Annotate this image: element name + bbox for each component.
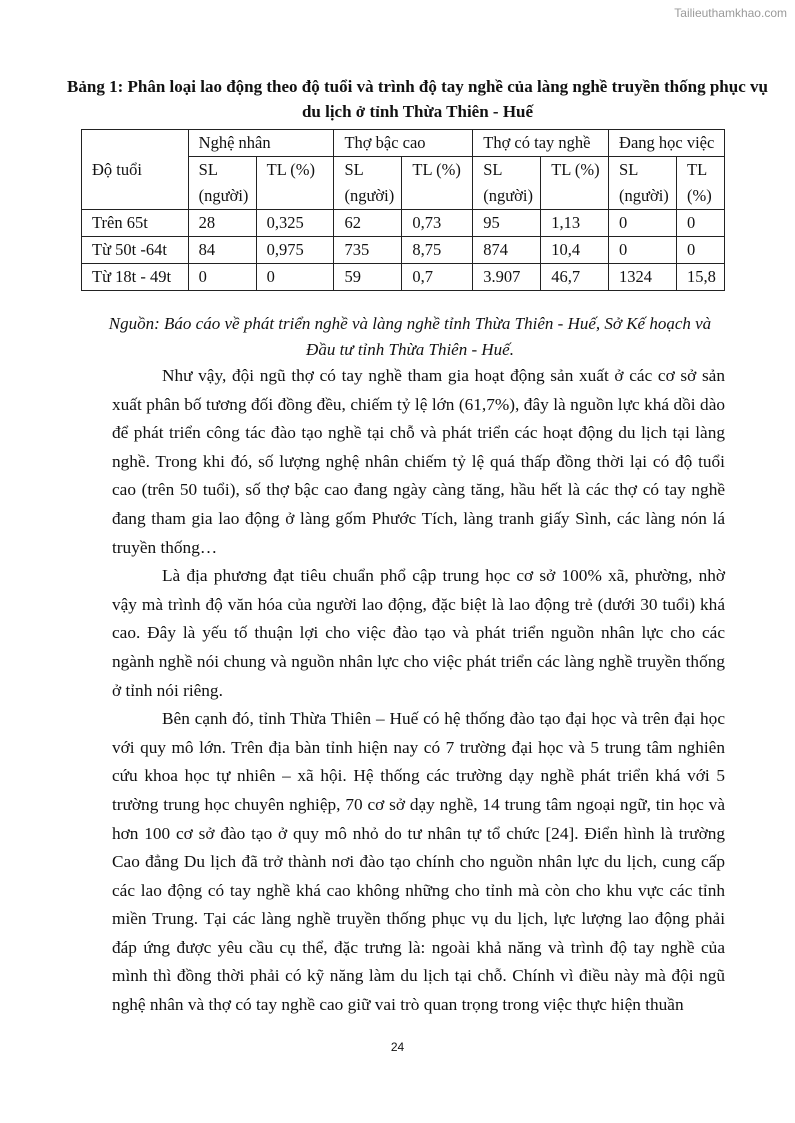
table-cell: 0,975 (256, 237, 334, 264)
table-cell: 0 (676, 237, 724, 264)
table-cell: 46,7 (541, 264, 609, 291)
table-cell: 10,4 (541, 237, 609, 264)
group-header: Nghệ nhân (188, 130, 334, 157)
table-title: Bảng 1: Phân loại lao động theo độ tuổi và trình độ tay nghề của làng nghề truyền thống phục vụ du lịch ở tỉnh Thừa Thiên - Huế (67, 77, 768, 121)
table-cell: 735 (334, 237, 402, 264)
subheader-tl: TL (%) (402, 157, 473, 210)
paragraph: Bên cạnh đó, tỉnh Thừa Thiên – Huế có hệ thống đào tạo đại học và trên đại học với quy mô lớn. Trên địa bàn tỉnh hiện nay có 7 trường đại học và 5 trung tâm nghiên cứu khoa học tự nhiên – xã hội. Hệ thống các trường dạy nghề phát triển khá với 5 trường trung học chuyên nghiệp, 70 cơ sở dạy nghề, 14 trung tâm ngoại ngữ, tin học và hơn 100 cơ sở đào tạo ở quy mô nhỏ do tư nhân tự tổ chức [24]. Điển hình là trường Cao đẳng Du lịch đã trở thành nơi đào tạo chính cho nguồn nhân lực du lịch, cung cấp các lao động có tay nghề khá cao không những cho tỉnh mà còn cho khu vực các tỉnh miền Trung. Tại các làng nghề truyền thống phục vụ du lịch, lực lượng lao động phải đáp ứng được yêu cầu cụ thể, đặc trưng là: ngoài khả năng và trình độ tay nghề của mình thì đồng thời phải có kỹ năng làm du lịch tại chỗ. Chính vì điều này mà đội ngũ nghệ nhân và thợ có tay nghề cao giữ vai trò quan trọng trong việc thực hiện thuần (112, 709, 725, 1015)
subheader-tl: TL (%) (256, 157, 334, 210)
table-cell: 0,73 (402, 210, 473, 237)
table-cell: 3.907 (473, 264, 541, 291)
subheader-sl: SL (người) (609, 157, 677, 210)
age-cell: Từ 18t - 49t (82, 264, 189, 291)
labor-table (81, 129, 725, 291)
paragraph: Là địa phương đạt tiêu chuẩn phổ cập trung học cơ sở 100% xã, phường, nhờ vậy mà trình độ văn hóa của người lao động, đặc biệt là lao động trẻ (dưới 30 tuổi) khá cao. Đây là yếu tố thuận lợi cho việc đào tạo và phát triển nguồn nhân lực cho các ngành nghề nói chung và nguồn nhân lực cho việc phát triển các làng nghề truyền thống ở tỉnh nói riêng. (112, 566, 725, 700)
subheader-sl: SL (người) (188, 157, 256, 210)
subheader-tl: TL (%) (541, 157, 609, 210)
age-header: Độ tuổi (82, 130, 189, 210)
subheader-tl: TL (%) (676, 157, 724, 210)
table-row (82, 210, 725, 237)
table-cell: 0 (676, 210, 724, 237)
table-cell: 15,8 (676, 264, 724, 291)
table-cell: 0,7 (402, 264, 473, 291)
table-header-row (82, 130, 725, 157)
group-header: Thợ có tay nghề (473, 130, 609, 157)
table-cell: 62 (334, 210, 402, 237)
table-row (82, 264, 725, 291)
table-cell: 28 (188, 210, 256, 237)
body-text (112, 362, 725, 1020)
table-cell: 0,325 (256, 210, 334, 237)
table-source-note: Nguồn: Báo cáo về phát triển nghề và làng nghề tỉnh Thừa Thiên - Huế, Sở Kế hoạch và Đầu tư tỉnh Thừa Thiên - Huế. (108, 314, 712, 359)
table-cell: 95 (473, 210, 541, 237)
table-cell: 0 (188, 264, 256, 291)
table-cell: 1324 (609, 264, 677, 291)
group-header: Đang học việc (609, 130, 725, 157)
table-cell: 59 (334, 264, 402, 291)
table-cell: 8,75 (402, 237, 473, 264)
group-header: Thợ bậc cao (334, 130, 473, 157)
table-cell: 874 (473, 237, 541, 264)
page-number: 24 (390, 1040, 405, 1054)
table-cell: 84 (188, 237, 256, 264)
table-cell: 0 (256, 264, 334, 291)
table-cell: 0 (609, 237, 677, 264)
subheader-sl: SL (người) (473, 157, 541, 210)
age-cell: Trên 65t (82, 210, 189, 237)
table-cell: 0 (609, 210, 677, 237)
watermark: Tailieuthamkhao.com (674, 6, 787, 20)
table-cell: 1,13 (541, 210, 609, 237)
table-row (82, 237, 725, 264)
age-cell: Từ 50t -64t (82, 237, 189, 264)
subheader-sl: SL (người) (334, 157, 402, 210)
paragraph: Như vậy, đội ngũ thợ có tay nghề tham gia hoạt động sản xuất ở các cơ sở sản xuất phân bố tương đối đồng đều, chiếm tỷ lệ lớn (61,7%), đây là nguồn lực khá dồi dào để phát triển công tác đào tạo nghề tại chỗ và phát triển các hoạt động du lịch tại làng nghề. Trong khi đó, số lượng nghệ nhân chiếm tỷ lệ quá thấp đồng thời lại có độ tuổi cao (trên 50 tuổi), số thợ bậc cao đang ngày càng tăng, hầu hết là các thợ có tay nghề đang tham gia lao động ở làng gốm Phước Tích, làng tranh giấy Sình, các làng nón lá truyền thống… (112, 366, 725, 557)
